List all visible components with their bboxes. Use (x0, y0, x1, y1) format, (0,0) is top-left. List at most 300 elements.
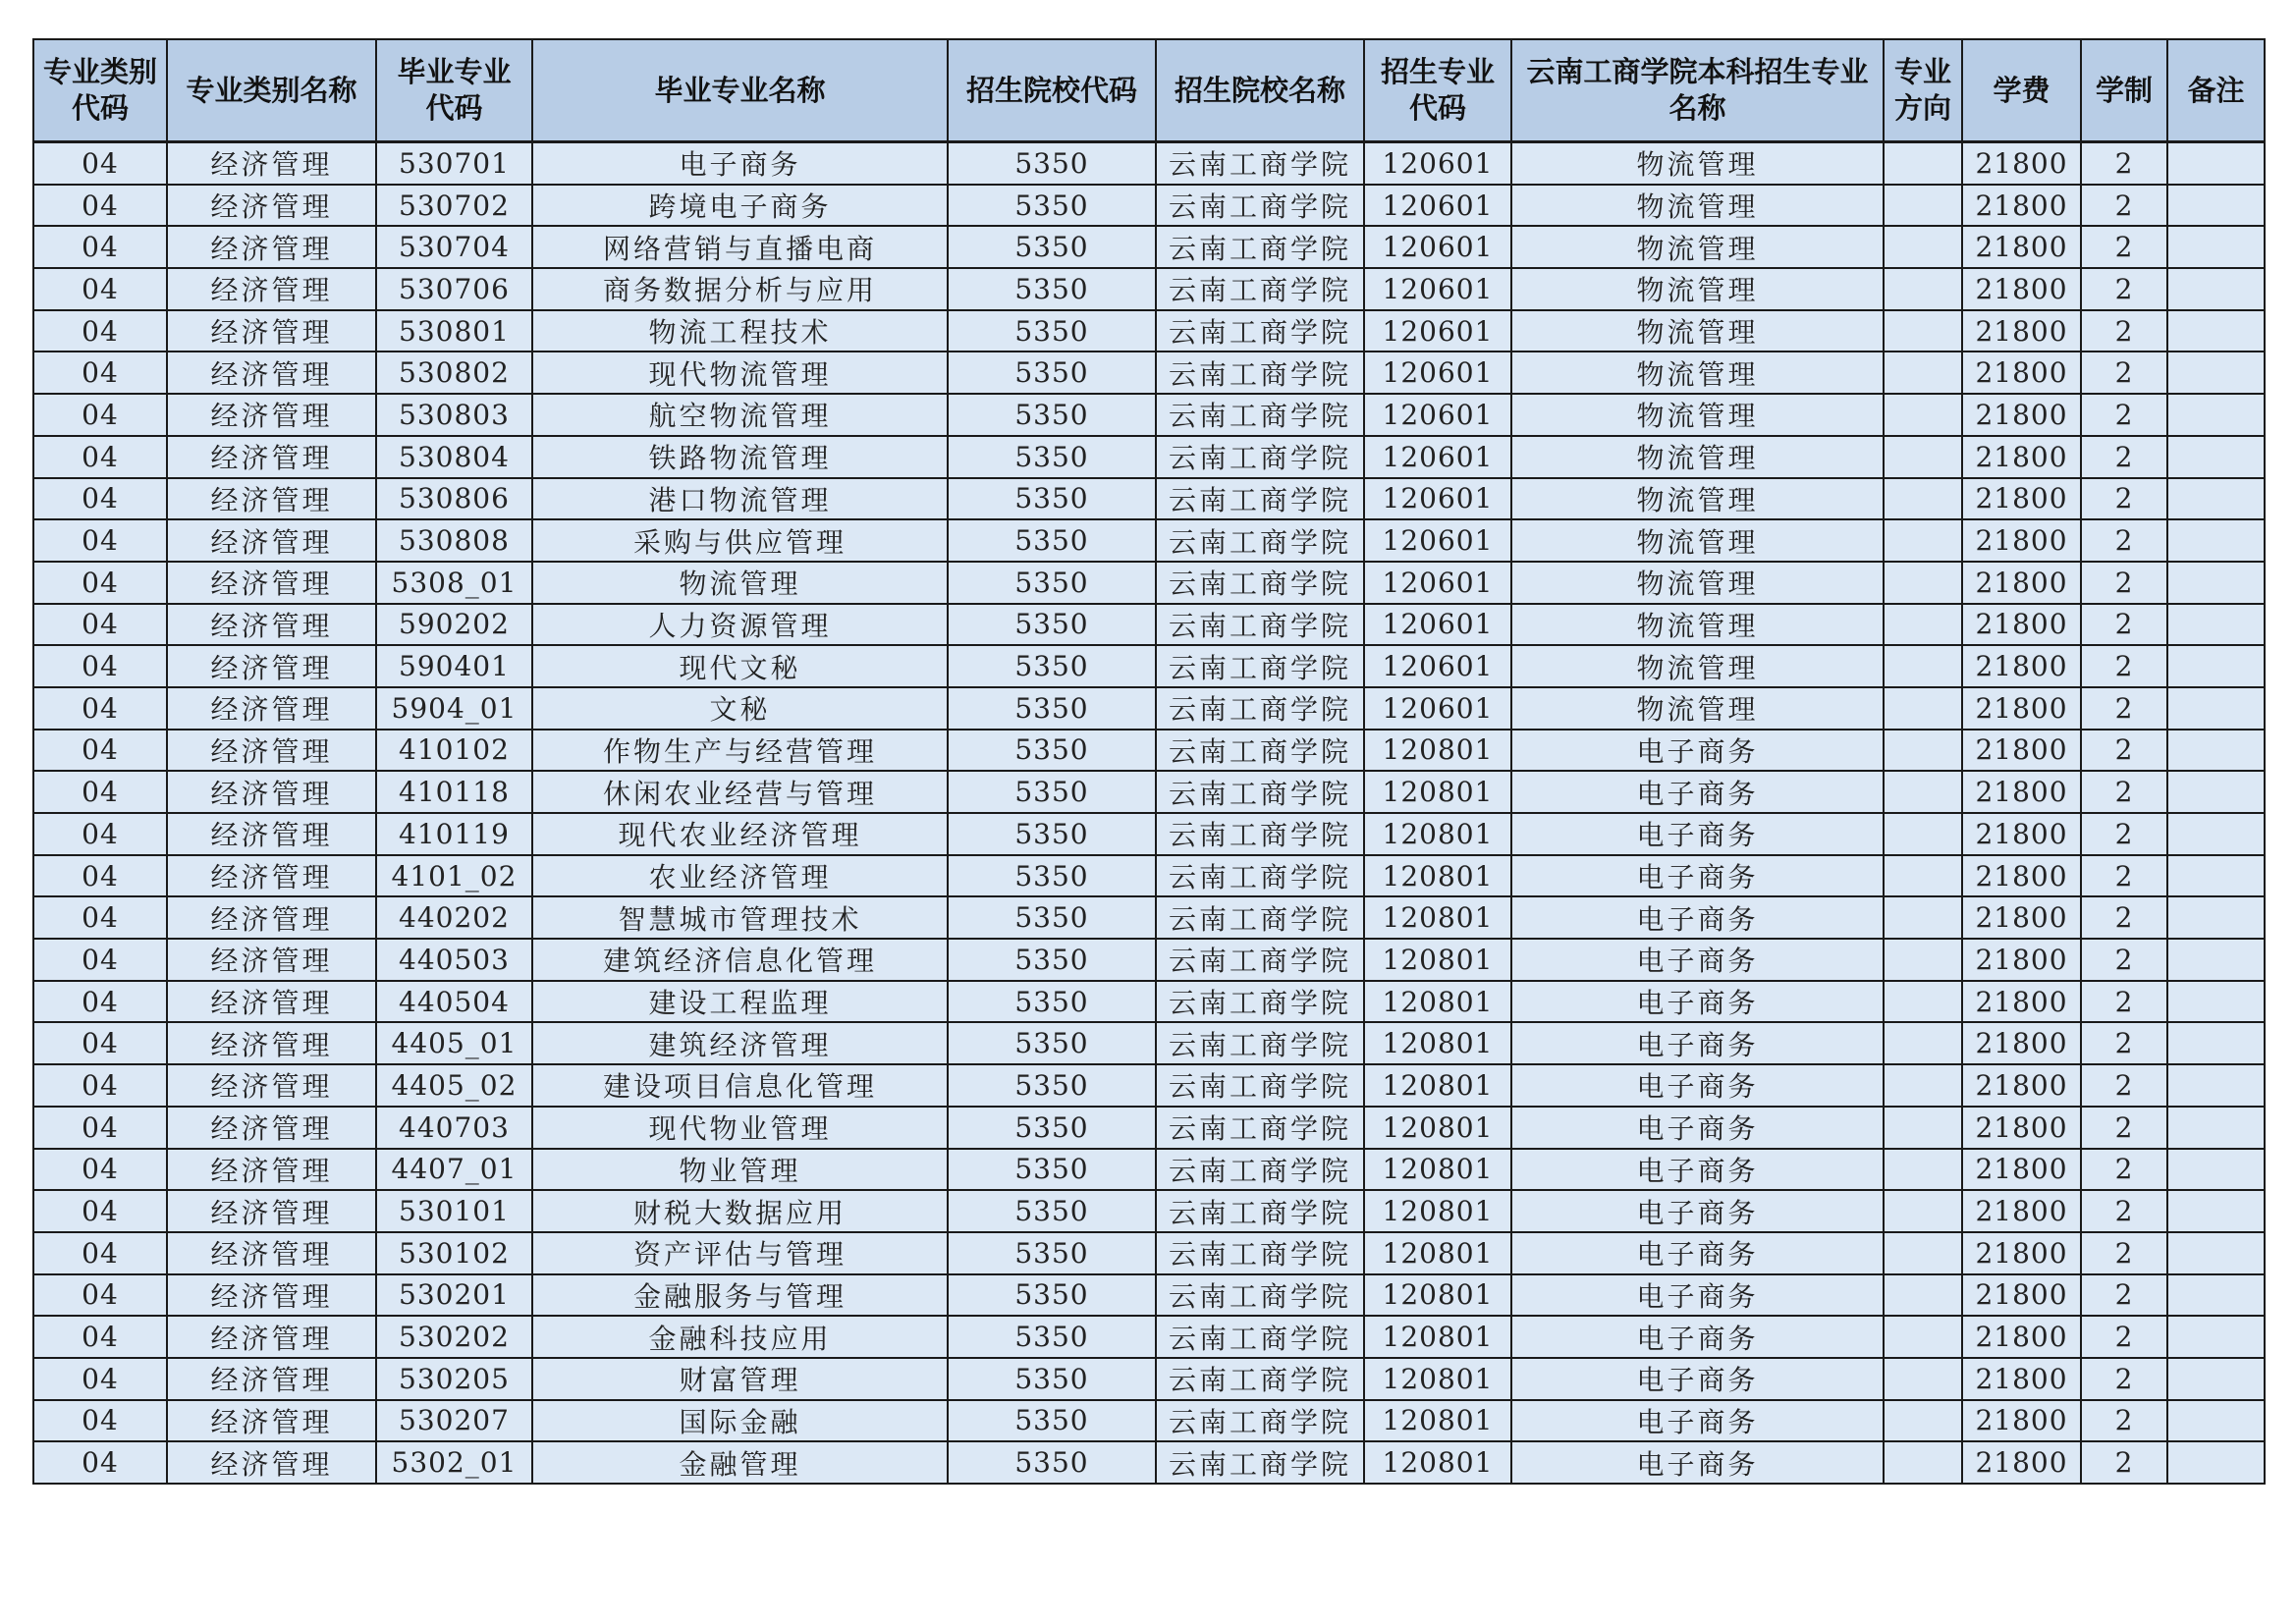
table-row (33, 1190, 2265, 1232)
direction-cell (1884, 730, 1962, 772)
graduate-major-name-cell: 金融科技应用 (532, 1316, 948, 1358)
remarks-cell (2167, 604, 2265, 646)
enroll-major-name-cell: 物流管理 (1511, 562, 1884, 604)
graduate-major-code-cell: 4101_02 (376, 855, 532, 897)
tuition-cell: 21800 (1962, 478, 2081, 520)
category-name-cell: 经济管理 (167, 1064, 376, 1107)
category-code-cell: 04 (33, 1064, 167, 1107)
enroll-major-code-cell: 120601 (1364, 310, 1511, 352)
school-code-cell: 5350 (948, 813, 1156, 855)
school-code-cell: 5350 (948, 771, 1156, 813)
graduate-major-code-cell: 530101 (376, 1190, 532, 1232)
school-code-cell: 5350 (948, 436, 1156, 478)
enroll-major-name-cell: 电子商务 (1511, 1232, 1884, 1274)
category-name-cell: 经济管理 (167, 1190, 376, 1232)
direction-cell (1884, 645, 1962, 687)
duration-cell: 2 (2081, 1274, 2167, 1317)
category-code-cell: 04 (33, 1400, 167, 1442)
table-row (33, 730, 2265, 772)
category-name-cell: 经济管理 (167, 1441, 376, 1484)
table-row (33, 1441, 2265, 1484)
category-name-cell: 经济管理 (167, 1316, 376, 1358)
graduate-major-name-cell: 现代物流管理 (532, 352, 948, 394)
direction-cell (1884, 226, 1962, 268)
school-name-cell: 云南工商学院 (1156, 604, 1364, 646)
graduate-major-name-cell: 现代农业经济管理 (532, 813, 948, 855)
school-code-cell: 5350 (948, 185, 1156, 227)
school-name-cell: 云南工商学院 (1156, 185, 1364, 227)
enroll-major-code-cell: 120801 (1364, 813, 1511, 855)
remarks-cell (2167, 1232, 2265, 1274)
school-name-cell: 云南工商学院 (1156, 142, 1364, 185)
school-code-cell: 5350 (948, 226, 1156, 268)
school-code-cell: 5350 (948, 1149, 1156, 1191)
duration-cell: 2 (2081, 562, 2167, 604)
graduate-major-code-cell: 4407_01 (376, 1149, 532, 1191)
category-code-cell: 04 (33, 855, 167, 897)
table-row (33, 1107, 2265, 1149)
enroll-major-code-cell: 120601 (1364, 142, 1511, 185)
header-row (33, 39, 2265, 142)
enroll-major-name-cell: 物流管理 (1511, 478, 1884, 520)
tuition-cell: 21800 (1962, 645, 2081, 687)
graduate-major-code-cell: 530704 (376, 226, 532, 268)
direction-cell (1884, 394, 1962, 436)
enroll-major-name-cell: 电子商务 (1511, 1149, 1884, 1191)
school-name-cell: 云南工商学院 (1156, 1149, 1364, 1191)
school-name-cell: 云南工商学院 (1156, 1274, 1364, 1317)
school-name-cell: 云南工商学院 (1156, 310, 1364, 352)
graduate-major-name-cell: 跨境电子商务 (532, 185, 948, 227)
enroll-major-name-cell: 电子商务 (1511, 813, 1884, 855)
school-name-cell: 云南工商学院 (1156, 1022, 1364, 1064)
graduate-major-code-cell: 530201 (376, 1274, 532, 1317)
remarks-cell (2167, 310, 2265, 352)
graduate-major-code-cell: 440504 (376, 981, 532, 1023)
graduate-major-code-cell: 530202 (376, 1316, 532, 1358)
enroll-major-name-cell: 物流管理 (1511, 310, 1884, 352)
remarks-cell (2167, 855, 2265, 897)
direction-cell (1884, 1232, 1962, 1274)
category-name-cell: 经济管理 (167, 981, 376, 1023)
graduate-major-code-cell: 530205 (376, 1358, 532, 1400)
school-name-cell: 云南工商学院 (1156, 562, 1364, 604)
category-name-cell: 经济管理 (167, 687, 376, 730)
remarks-cell (2167, 687, 2265, 730)
tuition-cell: 21800 (1962, 687, 2081, 730)
table-row (33, 185, 2265, 227)
direction-cell (1884, 1316, 1962, 1358)
remarks-cell (2167, 268, 2265, 310)
remarks-cell (2167, 1149, 2265, 1191)
category-code-cell: 04 (33, 1441, 167, 1484)
enroll-major-code-cell: 120601 (1364, 436, 1511, 478)
duration-cell: 2 (2081, 1022, 2167, 1064)
category-name-cell: 经济管理 (167, 771, 376, 813)
enroll-major-name-cell: 物流管理 (1511, 687, 1884, 730)
enroll-major-name-cell: 电子商务 (1511, 1358, 1884, 1400)
remarks-cell (2167, 352, 2265, 394)
school-code-cell: 5350 (948, 478, 1156, 520)
school-name-cell: 云南工商学院 (1156, 645, 1364, 687)
category-code-cell: 04 (33, 352, 167, 394)
school-code-cell: 5350 (948, 1022, 1156, 1064)
category-code-cell: 04 (33, 730, 167, 772)
table-row (33, 268, 2265, 310)
table-row (33, 1022, 2265, 1064)
enroll-major-code-cell: 120601 (1364, 268, 1511, 310)
graduate-major-name-cell: 文秘 (532, 687, 948, 730)
enroll-major-name-cell: 物流管理 (1511, 226, 1884, 268)
school-code-cell: 5350 (948, 981, 1156, 1023)
header-graduate-major-code: 毕业专业代码 (376, 39, 532, 142)
enroll-major-code-cell: 120801 (1364, 1274, 1511, 1317)
tuition-cell: 21800 (1962, 352, 2081, 394)
direction-cell (1884, 352, 1962, 394)
graduate-major-code-cell: 530102 (376, 1232, 532, 1274)
category-name-cell: 经济管理 (167, 226, 376, 268)
school-code-cell: 5350 (948, 310, 1156, 352)
school-code-cell: 5350 (948, 519, 1156, 562)
school-code-cell: 5350 (948, 1358, 1156, 1400)
tuition-cell: 21800 (1962, 1149, 2081, 1191)
graduate-major-name-cell: 建筑经济信息化管理 (532, 939, 948, 981)
tuition-cell: 21800 (1962, 519, 2081, 562)
school-code-cell: 5350 (948, 352, 1156, 394)
category-name-cell: 经济管理 (167, 142, 376, 185)
remarks-cell (2167, 185, 2265, 227)
enroll-major-code-cell: 120801 (1364, 1022, 1511, 1064)
table-row (33, 478, 2265, 520)
graduate-major-code-cell: 5302_01 (376, 1441, 532, 1484)
school-name-cell: 云南工商学院 (1156, 478, 1364, 520)
category-code-cell: 04 (33, 1274, 167, 1317)
school-name-cell: 云南工商学院 (1156, 1232, 1364, 1274)
graduate-major-name-cell: 财税大数据应用 (532, 1190, 948, 1232)
graduate-major-name-cell: 资产评估与管理 (532, 1232, 948, 1274)
category-code-cell: 04 (33, 436, 167, 478)
duration-cell: 2 (2081, 981, 2167, 1023)
table-row (33, 896, 2265, 939)
school-code-cell: 5350 (948, 855, 1156, 897)
category-code-cell: 04 (33, 939, 167, 981)
tuition-cell: 21800 (1962, 939, 2081, 981)
header-enroll-major-name: 云南工商学院本科招生专业名称 (1511, 39, 1884, 142)
header-school-code: 招生院校代码 (948, 39, 1156, 142)
tuition-cell: 21800 (1962, 1232, 2081, 1274)
table-row (33, 394, 2265, 436)
school-code-cell: 5350 (948, 604, 1156, 646)
category-name-cell: 经济管理 (167, 519, 376, 562)
tuition-cell: 21800 (1962, 855, 2081, 897)
school-name-cell: 云南工商学院 (1156, 519, 1364, 562)
direction-cell (1884, 562, 1962, 604)
duration-cell: 2 (2081, 226, 2167, 268)
direction-cell (1884, 939, 1962, 981)
enroll-major-code-cell: 120801 (1364, 1441, 1511, 1484)
direction-cell (1884, 519, 1962, 562)
tuition-cell: 21800 (1962, 771, 2081, 813)
category-code-cell: 04 (33, 310, 167, 352)
category-code-cell: 04 (33, 1316, 167, 1358)
category-name-cell: 经济管理 (167, 730, 376, 772)
tuition-cell: 21800 (1962, 310, 2081, 352)
enroll-major-code-cell: 120801 (1364, 1358, 1511, 1400)
enroll-major-code-cell: 120601 (1364, 226, 1511, 268)
duration-cell: 2 (2081, 855, 2167, 897)
enroll-major-name-cell: 电子商务 (1511, 981, 1884, 1023)
table-row (33, 562, 2265, 604)
category-name-cell: 经济管理 (167, 394, 376, 436)
header-category-code: 专业类别代码 (33, 39, 167, 142)
graduate-major-name-cell: 港口物流管理 (532, 478, 948, 520)
school-code-cell: 5350 (948, 730, 1156, 772)
enroll-major-name-cell: 物流管理 (1511, 185, 1884, 227)
graduate-major-code-cell: 5904_01 (376, 687, 532, 730)
remarks-cell (2167, 896, 2265, 939)
tuition-cell: 21800 (1962, 1022, 2081, 1064)
category-name-cell: 经济管理 (167, 310, 376, 352)
school-name-cell: 云南工商学院 (1156, 1190, 1364, 1232)
graduate-major-code-cell: 530803 (376, 394, 532, 436)
school-name-cell: 云南工商学院 (1156, 687, 1364, 730)
enroll-major-name-cell: 电子商务 (1511, 1274, 1884, 1317)
direction-cell (1884, 896, 1962, 939)
school-code-cell: 5350 (948, 1441, 1156, 1484)
tuition-cell: 21800 (1962, 1358, 2081, 1400)
remarks-cell (2167, 730, 2265, 772)
enroll-major-code-cell: 120601 (1364, 352, 1511, 394)
direction-cell (1884, 1149, 1962, 1191)
graduate-major-code-cell: 530804 (376, 436, 532, 478)
duration-cell: 2 (2081, 1316, 2167, 1358)
duration-cell: 2 (2081, 604, 2167, 646)
direction-cell (1884, 1358, 1962, 1400)
category-name-cell: 经济管理 (167, 604, 376, 646)
enroll-major-name-cell: 电子商务 (1511, 1441, 1884, 1484)
direction-cell (1884, 1400, 1962, 1442)
tuition-cell: 21800 (1962, 394, 2081, 436)
school-code-cell: 5350 (948, 394, 1156, 436)
enroll-major-name-cell: 物流管理 (1511, 268, 1884, 310)
table-row (33, 687, 2265, 730)
category-name-cell: 经济管理 (167, 1232, 376, 1274)
enroll-major-code-cell: 120801 (1364, 896, 1511, 939)
table-row (33, 981, 2265, 1023)
school-code-cell: 5350 (948, 645, 1156, 687)
enroll-major-code-cell: 120601 (1364, 562, 1511, 604)
graduate-major-name-cell: 金融服务与管理 (532, 1274, 948, 1317)
category-name-cell: 经济管理 (167, 1400, 376, 1442)
enroll-major-name-cell: 物流管理 (1511, 436, 1884, 478)
school-name-cell: 云南工商学院 (1156, 268, 1364, 310)
table-row (33, 939, 2265, 981)
tuition-cell: 21800 (1962, 1400, 2081, 1442)
category-name-cell: 经济管理 (167, 1022, 376, 1064)
duration-cell: 2 (2081, 1149, 2167, 1191)
enroll-major-code-cell: 120801 (1364, 981, 1511, 1023)
tuition-cell: 21800 (1962, 1316, 2081, 1358)
graduate-major-name-cell: 财富管理 (532, 1358, 948, 1400)
school-name-cell: 云南工商学院 (1156, 1107, 1364, 1149)
graduate-major-name-cell: 作物生产与经营管理 (532, 730, 948, 772)
table-row (33, 1149, 2265, 1191)
enroll-major-code-cell: 120601 (1364, 394, 1511, 436)
table-row (33, 645, 2265, 687)
category-code-cell: 04 (33, 562, 167, 604)
remarks-cell (2167, 394, 2265, 436)
tuition-cell: 21800 (1962, 981, 2081, 1023)
duration-cell: 2 (2081, 310, 2167, 352)
duration-cell: 2 (2081, 730, 2167, 772)
tuition-cell: 21800 (1962, 1274, 2081, 1317)
tuition-cell: 21800 (1962, 896, 2081, 939)
duration-cell: 2 (2081, 1400, 2167, 1442)
duration-cell: 2 (2081, 1190, 2167, 1232)
enroll-major-code-cell: 120801 (1364, 771, 1511, 813)
enroll-major-name-cell: 电子商务 (1511, 771, 1884, 813)
duration-cell: 2 (2081, 436, 2167, 478)
school-name-cell: 云南工商学院 (1156, 981, 1364, 1023)
graduate-major-code-cell: 410118 (376, 771, 532, 813)
enroll-major-name-cell: 物流管理 (1511, 394, 1884, 436)
category-code-cell: 04 (33, 645, 167, 687)
enroll-major-name-cell: 物流管理 (1511, 142, 1884, 185)
tuition-cell: 21800 (1962, 1107, 2081, 1149)
remarks-cell (2167, 478, 2265, 520)
enroll-major-name-cell: 电子商务 (1511, 1190, 1884, 1232)
graduate-major-name-cell: 物流工程技术 (532, 310, 948, 352)
school-code-cell: 5350 (948, 1232, 1156, 1274)
category-code-cell: 04 (33, 687, 167, 730)
school-code-cell: 5350 (948, 1190, 1156, 1232)
table-row (33, 771, 2265, 813)
graduate-major-code-cell: 590401 (376, 645, 532, 687)
category-name-cell: 经济管理 (167, 855, 376, 897)
remarks-cell (2167, 436, 2265, 478)
graduate-major-name-cell: 航空物流管理 (532, 394, 948, 436)
enroll-major-code-cell: 120601 (1364, 604, 1511, 646)
table-row (33, 226, 2265, 268)
duration-cell: 2 (2081, 1107, 2167, 1149)
enroll-major-code-cell: 120601 (1364, 478, 1511, 520)
graduate-major-name-cell: 现代物业管理 (532, 1107, 948, 1149)
table-row (33, 1064, 2265, 1107)
duration-cell: 2 (2081, 771, 2167, 813)
category-code-cell: 04 (33, 1232, 167, 1274)
remarks-cell (2167, 1316, 2265, 1358)
category-code-cell: 04 (33, 896, 167, 939)
graduate-major-name-cell: 采购与供应管理 (532, 519, 948, 562)
header-duration: 学制 (2081, 39, 2167, 142)
tuition-cell: 21800 (1962, 1190, 2081, 1232)
school-name-cell: 云南工商学院 (1156, 813, 1364, 855)
category-name-cell: 经济管理 (167, 813, 376, 855)
duration-cell: 2 (2081, 394, 2167, 436)
remarks-cell (2167, 1441, 2265, 1484)
school-code-cell: 5350 (948, 142, 1156, 185)
category-code-cell: 04 (33, 478, 167, 520)
enroll-major-code-cell: 120801 (1364, 1190, 1511, 1232)
enroll-major-name-cell: 电子商务 (1511, 1400, 1884, 1442)
school-name-cell: 云南工商学院 (1156, 1441, 1364, 1484)
graduate-major-code-cell: 530701 (376, 142, 532, 185)
direction-cell (1884, 1022, 1962, 1064)
graduate-major-name-cell: 国际金融 (532, 1400, 948, 1442)
table-row (33, 142, 2265, 185)
tuition-cell: 21800 (1962, 226, 2081, 268)
category-code-cell: 04 (33, 394, 167, 436)
graduate-major-name-cell: 智慧城市管理技术 (532, 896, 948, 939)
remarks-cell (2167, 981, 2265, 1023)
tuition-cell: 21800 (1962, 185, 2081, 227)
category-name-cell: 经济管理 (167, 268, 376, 310)
header-school-name: 招生院校名称 (1156, 39, 1364, 142)
remarks-cell (2167, 1064, 2265, 1107)
tuition-cell: 21800 (1962, 604, 2081, 646)
duration-cell: 2 (2081, 813, 2167, 855)
direction-cell (1884, 604, 1962, 646)
remarks-cell (2167, 142, 2265, 185)
enrollment-table (32, 38, 2266, 1485)
graduate-major-code-cell: 410119 (376, 813, 532, 855)
table-row (33, 1400, 2265, 1442)
duration-cell: 2 (2081, 519, 2167, 562)
graduate-major-name-cell: 人力资源管理 (532, 604, 948, 646)
category-name-cell: 经济管理 (167, 352, 376, 394)
remarks-cell (2167, 939, 2265, 981)
duration-cell: 2 (2081, 352, 2167, 394)
category-code-cell: 04 (33, 813, 167, 855)
graduate-major-code-cell: 530706 (376, 268, 532, 310)
graduate-major-name-cell: 建筑经济管理 (532, 1022, 948, 1064)
school-name-cell: 云南工商学院 (1156, 1064, 1364, 1107)
direction-cell (1884, 310, 1962, 352)
school-code-cell: 5350 (948, 896, 1156, 939)
graduate-major-code-cell: 590202 (376, 604, 532, 646)
direction-cell (1884, 1107, 1962, 1149)
enroll-major-name-cell: 电子商务 (1511, 1022, 1884, 1064)
school-name-cell: 云南工商学院 (1156, 896, 1364, 939)
graduate-major-code-cell: 530207 (376, 1400, 532, 1442)
category-code-cell: 04 (33, 604, 167, 646)
enroll-major-code-cell: 120801 (1364, 730, 1511, 772)
enroll-major-code-cell: 120601 (1364, 519, 1511, 562)
enroll-major-code-cell: 120801 (1364, 1400, 1511, 1442)
graduate-major-name-cell: 电子商务 (532, 142, 948, 185)
category-code-cell: 04 (33, 771, 167, 813)
direction-cell (1884, 771, 1962, 813)
school-code-cell: 5350 (948, 939, 1156, 981)
school-code-cell: 5350 (948, 562, 1156, 604)
school-name-cell: 云南工商学院 (1156, 771, 1364, 813)
school-name-cell: 云南工商学院 (1156, 226, 1364, 268)
graduate-major-name-cell: 休闲农业经营与管理 (532, 771, 948, 813)
tuition-cell: 21800 (1962, 730, 2081, 772)
table-row (33, 352, 2265, 394)
graduate-major-name-cell: 铁路物流管理 (532, 436, 948, 478)
enroll-major-code-cell: 120801 (1364, 1107, 1511, 1149)
remarks-cell (2167, 645, 2265, 687)
graduate-major-name-cell: 网络营销与直播电商 (532, 226, 948, 268)
table-row (33, 855, 2265, 897)
graduate-major-name-cell: 物业管理 (532, 1149, 948, 1191)
graduate-major-code-cell: 410102 (376, 730, 532, 772)
remarks-cell (2167, 813, 2265, 855)
tuition-cell: 21800 (1962, 1064, 2081, 1107)
direction-cell (1884, 1064, 1962, 1107)
graduate-major-name-cell: 建设工程监理 (532, 981, 948, 1023)
